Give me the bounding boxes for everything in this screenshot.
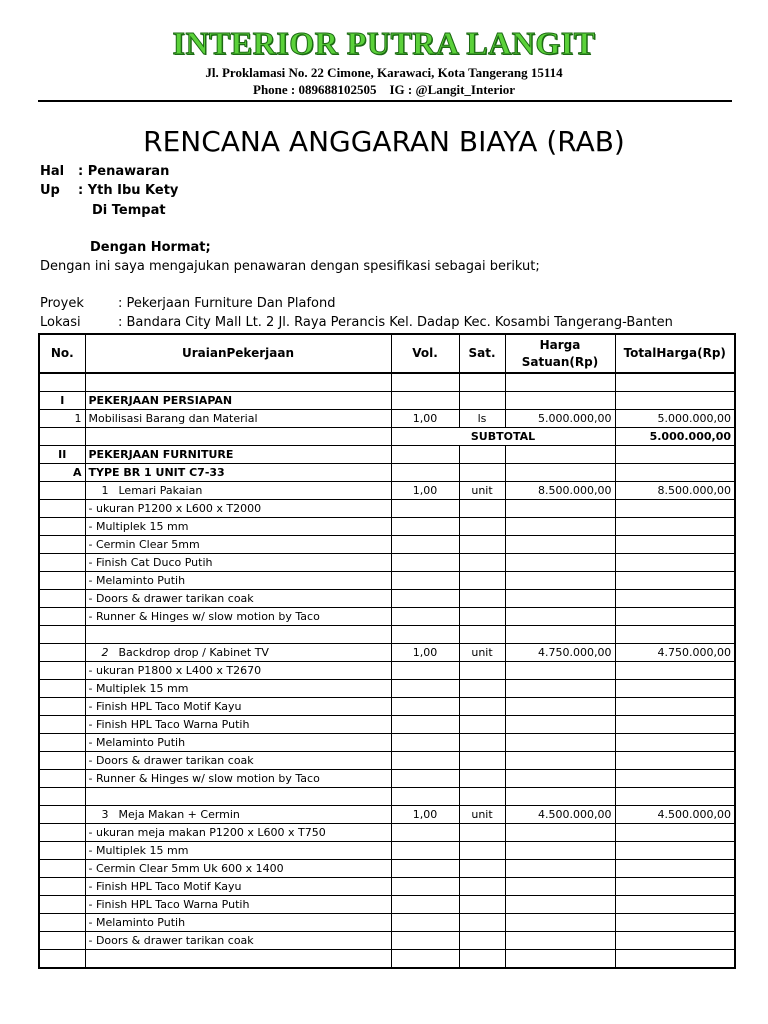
cell-vol [391,464,459,482]
item-number: 1 [101,483,109,497]
cell-sat [459,842,505,860]
table-row [39,896,735,914]
cell-uraian [85,373,391,392]
cell-vol [391,716,459,734]
cell-harga [505,500,615,518]
cell-total [615,518,735,536]
cell-sat [459,734,505,752]
cell-sat [459,914,505,932]
table-row [39,788,735,806]
cell-total [615,554,735,572]
table-row [39,914,735,932]
cell-sat [459,536,505,554]
cell-harga [505,896,615,914]
cell-vol [391,608,459,626]
cell-sat [459,554,505,572]
cell-total [615,392,735,410]
cell-uraian: - Multiplek 15 mm [85,680,391,698]
cell-vol [391,572,459,590]
subtotal-label: SUBTOTAL [391,428,615,446]
cell-vol [391,446,459,464]
cell-harga [505,878,615,896]
cell-harga [505,950,615,969]
cell-total [615,500,735,518]
cell-no [39,373,85,392]
cell-uraian: - Runner & Hinges w/ slow motion by Taco [85,770,391,788]
cell-sat [459,662,505,680]
table-row [39,950,735,969]
cell-uraian: - Runner & Hinges w/ slow motion by Taco [85,608,391,626]
proyek-value: : Pekerjaan Furniture Dan Plafond [118,296,336,311]
company-contact: Phone : 089688102505 IG : @Langit_Interior [253,82,515,97]
cell-uraian: - Finish HPL Taco Warna Putih [85,716,391,734]
cell-no: I [39,392,85,410]
cell-uraian [85,950,391,969]
cell-uraian: - Doors & drawer tarikan coak [85,752,391,770]
cell-total [615,716,735,734]
cell-harga [505,842,615,860]
cell-no [39,500,85,518]
header-sat: Sat. [459,334,505,373]
lokasi-value: : Bandara City Mall Lt. 2 Jl. Raya Perancis Kel. Dadap Kec. Kosambi Tangerang-Banten [118,315,673,330]
cell-sat [459,590,505,608]
cell-harga [505,932,615,950]
cell-sat [459,698,505,716]
table-header-row [39,334,735,373]
item-label: Lemari Pakaian [118,483,203,497]
cell-no [39,752,85,770]
cell-sat [459,608,505,626]
cell-no [39,896,85,914]
cell-no [39,572,85,590]
cell-total [615,446,735,464]
greeting: Dengan Hormat; [90,240,211,255]
cell-vol [391,680,459,698]
cell-vol [391,392,459,410]
cell-vol [391,554,459,572]
cell-sat: unit [459,806,505,824]
cell-total [615,464,735,482]
cell-uraian [85,482,391,500]
cell-vol [391,500,459,518]
cell-uraian [85,626,391,644]
document-title: RENCANA ANGGARAN BIAYA (RAB) [143,125,625,158]
cell-sat: unit [459,644,505,662]
cell-no [39,698,85,716]
cell-vol [391,662,459,680]
cell-sat [459,878,505,896]
cell-uraian [85,788,391,806]
cell-uraian: - Doors & drawer tarikan coak [85,932,391,950]
cell-uraian: - Multiplek 15 mm [85,518,391,536]
cell-no [39,482,85,500]
place: Di Tempat [92,203,166,218]
table-row [39,590,735,608]
cell-no [39,662,85,680]
cell-sat [459,770,505,788]
table-row [39,842,735,860]
cell-harga [505,680,615,698]
table-row [39,554,735,572]
cell-total [615,572,735,590]
cell-sat [459,716,505,734]
cell-total [615,896,735,914]
cell-harga [505,373,615,392]
cell-uraian: - Doors & drawer tarikan coak [85,590,391,608]
cell-no: 1 [39,410,85,428]
cell-no [39,824,85,842]
cell-no [39,608,85,626]
cell-uraian [85,806,391,824]
hal-label: Hal [40,164,65,179]
cell-no [39,518,85,536]
cell-no [39,680,85,698]
cell-no [39,860,85,878]
cell-no [39,536,85,554]
cell-no [39,932,85,950]
cell-uraian: - Melaminto Putih [85,914,391,932]
cell-sat [459,446,505,464]
cell-total [615,824,735,842]
cell-vol [391,373,459,392]
cell-harga [505,770,615,788]
table-row [39,464,735,482]
table-row [39,662,735,680]
cell-harga [505,590,615,608]
cell-no: II [39,446,85,464]
cell-no [39,770,85,788]
cell-sat [459,518,505,536]
cell-total [615,536,735,554]
cell-sat [459,896,505,914]
cell-uraian: - Finish Cat Duco Putih [85,554,391,572]
subtotal-value: 5.000.000,00 [615,428,735,446]
cell-total [615,914,735,932]
cell-vol [391,590,459,608]
cell-no [39,590,85,608]
up-label: Up [40,183,60,198]
cell-total [615,698,735,716]
table-row [39,698,735,716]
cell-uraian: - Cermin Clear 5mm Uk 600 x 1400 [85,860,391,878]
cell-total: 4.500.000,00 [615,806,735,824]
cell-uraian: - ukuran P1200 x L600 x T2000 [85,500,391,518]
header-harga: Harga Satuan(Rp) [505,334,615,373]
cell-harga [505,824,615,842]
up-value: : Yth Ibu Kety [78,183,179,198]
cell-uraian: TYPE BR 1 UNIT C7-33 [85,464,391,482]
cell-uraian: - ukuran P1800 x L400 x T2670 [85,662,391,680]
cell-total [615,878,735,896]
table-row [39,572,735,590]
cell-harga: 8.500.000,00 [505,482,615,500]
header-divider [38,100,732,102]
cell-vol [391,536,459,554]
cell-vol [391,626,459,644]
cell-vol [391,842,459,860]
cell-total [615,590,735,608]
cell-vol [391,914,459,932]
cell-harga [505,662,615,680]
cell-harga [505,518,615,536]
cell-harga [505,698,615,716]
cell-uraian: - Finish HPL Taco Motif Kayu [85,698,391,716]
cell-sat [459,572,505,590]
cell-total [615,752,735,770]
cell-uraian: - ukuran meja makan P1200 x L600 x T750 [85,824,391,842]
cell-sat [459,932,505,950]
table-row [39,410,735,428]
cell-no [39,788,85,806]
table-row [39,482,735,500]
item-number: 3 [101,807,109,821]
cell-total [615,373,735,392]
table-row [39,608,735,626]
item-label: Backdrop drop / Kabinet TV [118,645,269,659]
cell-sat [459,680,505,698]
cell-uraian [85,644,391,662]
table-row [39,446,735,464]
item-label: Meja Makan + Cermin [118,807,240,821]
item-number: 2 [101,645,109,659]
cell-total [615,950,735,969]
cell-harga [505,860,615,878]
table-row [39,734,735,752]
header-total: TotalHarga(Rp) [615,334,735,373]
cell-uraian: - Multiplek 15 mm [85,842,391,860]
cell-vol [391,734,459,752]
cell-vol [391,788,459,806]
table-row [39,536,735,554]
cell-vol [391,824,459,842]
intro-text: Dengan ini saya mengajukan penawaran dengan spesifikasi sebagai berikut; [40,259,540,274]
cell-harga [505,914,615,932]
cell-sat [459,752,505,770]
cell-uraian [85,428,391,446]
cell-total: 8.500.000,00 [615,482,735,500]
table-row [39,500,735,518]
header-uraian: UraianPekerjaan [85,334,391,373]
cell-no [39,428,85,446]
cell-uraian: - Melaminto Putih [85,572,391,590]
cell-vol: 1,00 [391,482,459,500]
cell-uraian: - Finish HPL Taco Motif Kayu [85,878,391,896]
cell-harga [505,626,615,644]
cell-total [615,608,735,626]
company-name: INTERIOR PUTRA LANGIT [172,25,596,61]
cell-vol [391,896,459,914]
rab-table [38,333,736,969]
cell-total [615,860,735,878]
company-address: Jl. Proklamasi No. 22 Cimone, Karawaci, Kota Tangerang 15114 [205,65,563,80]
cell-sat [459,500,505,518]
cell-total [615,932,735,950]
cell-no [39,554,85,572]
cell-total [615,788,735,806]
cell-no [39,914,85,932]
cell-harga: 4.750.000,00 [505,644,615,662]
cell-harga [505,536,615,554]
table-row [39,680,735,698]
cell-harga: 5.000.000,00 [505,410,615,428]
cell-harga [505,734,615,752]
cell-total [615,662,735,680]
cell-sat [459,373,505,392]
cell-sat [459,464,505,482]
cell-total [615,680,735,698]
table-row [39,716,735,734]
table-row [39,824,735,842]
cell-vol [391,878,459,896]
cell-vol [391,518,459,536]
cell-harga [505,446,615,464]
cell-no [39,950,85,969]
cell-sat: ls [459,410,505,428]
cell-harga [505,572,615,590]
table-row [39,860,735,878]
cell-no: A [39,464,85,482]
cell-vol: 1,00 [391,410,459,428]
cell-total: 5.000.000,00 [615,410,735,428]
cell-harga [505,464,615,482]
cell-sat [459,950,505,969]
cell-uraian: PEKERJAAN FURNITURE [85,446,391,464]
cell-vol [391,698,459,716]
cell-vol [391,932,459,950]
letterhead [0,24,768,98]
cell-sat [459,860,505,878]
cell-no [39,806,85,824]
table-row [39,878,735,896]
cell-vol [391,770,459,788]
table-row [39,806,735,824]
table-row [39,428,735,446]
header-vol: Vol. [391,334,459,373]
cell-no [39,626,85,644]
cell-no [39,644,85,662]
cell-sat [459,824,505,842]
proyek-label: Proyek [40,296,84,311]
table-row [39,392,735,410]
cell-total [615,770,735,788]
cell-sat [459,788,505,806]
cell-harga [505,788,615,806]
cell-vol [391,752,459,770]
table-row [39,932,735,950]
table-row [39,770,735,788]
table-row [39,752,735,770]
cell-no [39,878,85,896]
cell-harga [505,716,615,734]
cell-uraian: PEKERJAAN PERSIAPAN [85,392,391,410]
header-no: No. [39,334,85,373]
table-row [39,644,735,662]
cell-harga [505,554,615,572]
cell-vol: 1,00 [391,644,459,662]
cell-vol [391,950,459,969]
table-body [39,373,735,968]
lokasi-label: Lokasi [40,315,81,330]
cell-no [39,716,85,734]
cell-sat [459,626,505,644]
cell-total: 4.750.000,00 [615,644,735,662]
cell-harga: 4.500.000,00 [505,806,615,824]
cell-no [39,842,85,860]
cell-sat [459,392,505,410]
cell-harga [505,752,615,770]
table-row [39,518,735,536]
cell-harga [505,392,615,410]
cell-harga [505,608,615,626]
cell-uraian: - Finish HPL Taco Warna Putih [85,896,391,914]
cell-uraian: - Cermin Clear 5mm [85,536,391,554]
cell-vol [391,860,459,878]
cell-no [39,734,85,752]
table-row [39,373,735,392]
hal-value: : Penawaran [78,164,170,179]
cell-total [615,842,735,860]
table-row [39,626,735,644]
cell-sat: unit [459,482,505,500]
cell-total [615,734,735,752]
cell-uraian: Mobilisasi Barang dan Material [85,410,391,428]
cell-uraian: - Melaminto Putih [85,734,391,752]
cell-total [615,626,735,644]
cell-vol: 1,00 [391,806,459,824]
